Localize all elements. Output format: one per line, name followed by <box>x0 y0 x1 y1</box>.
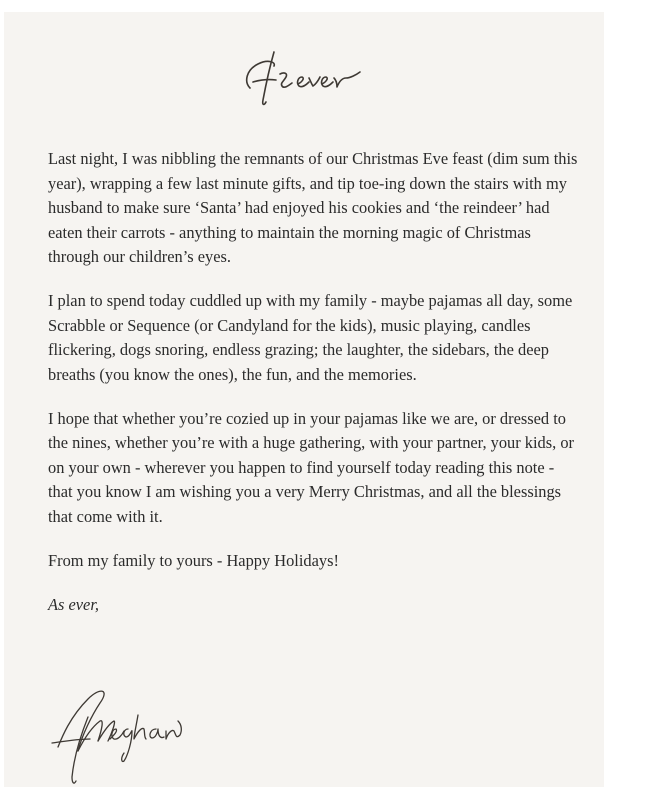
letter-paragraph-3: I hope that whether you’re cozied up in your pajamas like we are, or dressed to the nines, whether you’re with a huge gathering, with your partner, your kids, or on your own - wherever you happen to find yourself today reading this note - that you know I am wishing you a very Merry Christmas, and all the blessings that come with it. <box>48 408 574 526</box>
letter-closing: As ever, <box>48 594 99 614</box>
as-ever-logo <box>236 42 378 112</box>
letter-card <box>4 12 604 787</box>
letter-body <box>48 147 578 637</box>
signature <box>48 677 188 787</box>
as-ever-script-logo <box>236 42 378 112</box>
letter-paragraph-4: From my family to yours - Happy Holidays! <box>48 550 339 570</box>
meghan-signature <box>48 677 188 787</box>
letter-paragraph-2: I plan to spend today cuddled up with my family - maybe pajamas all day, some Scrabble or Sequence (or Candyland for the kids), music playing, candles flickering, dogs snoring, endless grazing; the laughter, the sidebars, the deep breaths (you know the ones), the fun, and the memories. <box>48 291 573 384</box>
letter-paragraph-1: Last night, I was nibbling the remnants of our Christmas Eve feast (dim sum this year), wrapping a few last minute gifts, and tip toe-ing down the stairs with my husband to make sure ‘Santa’ had enjoyed his cookies and ‘the reindeer’ had eaten their carrots - anything to maintain the morning magic of Christmas through our children’s eyes. <box>48 149 578 266</box>
